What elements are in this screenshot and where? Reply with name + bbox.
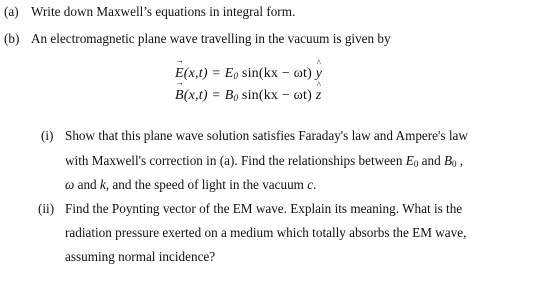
z-unit-vector: ^ z [316,88,322,104]
e0-symbol: E [405,153,414,168]
sub-ii-line1: Find the Poynting vector of the EM wave. Explain its meaning. What is the [65,201,463,216]
e0-sub: 0 [413,159,419,169]
sub-i-line3-text: , and the speed of light in the vacuum [105,177,308,192]
sub-i-line3-and: and [74,177,100,192]
part-a-text: Write down Maxwell’s equations in integral form. [31,4,296,19]
equation-e-rhs: sin(kx − ωt) [238,66,316,81]
equation-b-lhs: (x,t) = [183,88,225,103]
omega-symbol: ω [65,177,75,192]
sub-ii-line3: assuming normal incidence? [65,249,216,264]
sub-i-line2 [65,153,463,169]
equation-b-field [175,88,321,104]
b-vector-symbol: → B [175,88,184,104]
sub-i-line2-end: , [456,153,464,168]
sub-i-line3 [65,177,316,193]
sub-i-and: and [418,153,444,168]
equation-e-amplitude-sub: 0 [233,71,239,81]
e-vector-symbol: → E [175,66,184,82]
sub-i-line3-end: . [313,177,317,192]
equation-b-rhs: sin(kx − ωt) [238,88,316,103]
equation-b-amplitude-sub: 0 [233,93,239,103]
part-b-text: An electromagnetic plane wave travelling in the vacuum is given by [31,31,391,46]
part-a-label: (a) [4,4,19,19]
sub-ii-line2: radiation pressure exerted on a medium which totally absorbs the EM wave, [65,225,467,240]
k-symbol: k [99,177,106,192]
equation-e-field [175,66,322,82]
y-unit-vector: ^ y [316,66,322,82]
c-symbol: c [307,177,314,192]
b0-sub: 0 [452,159,457,169]
sub-ii-label: (ii) [38,201,55,216]
sub-i-line1: Show that this plane wave solution satisfies Faraday's law and Ampere's law [65,128,468,143]
part-b-label: (b) [4,31,20,46]
sub-i-label: (i) [41,128,54,143]
equation-e-amplitude: E [224,66,234,81]
equation-e-lhs: (x,t) = [183,66,225,81]
b0-symbol: B [443,153,453,168]
equation-b-amplitude: B [224,88,234,103]
sub-i-line2-text: with Maxwell's correction in (a). Find the relationships between [65,153,406,168]
